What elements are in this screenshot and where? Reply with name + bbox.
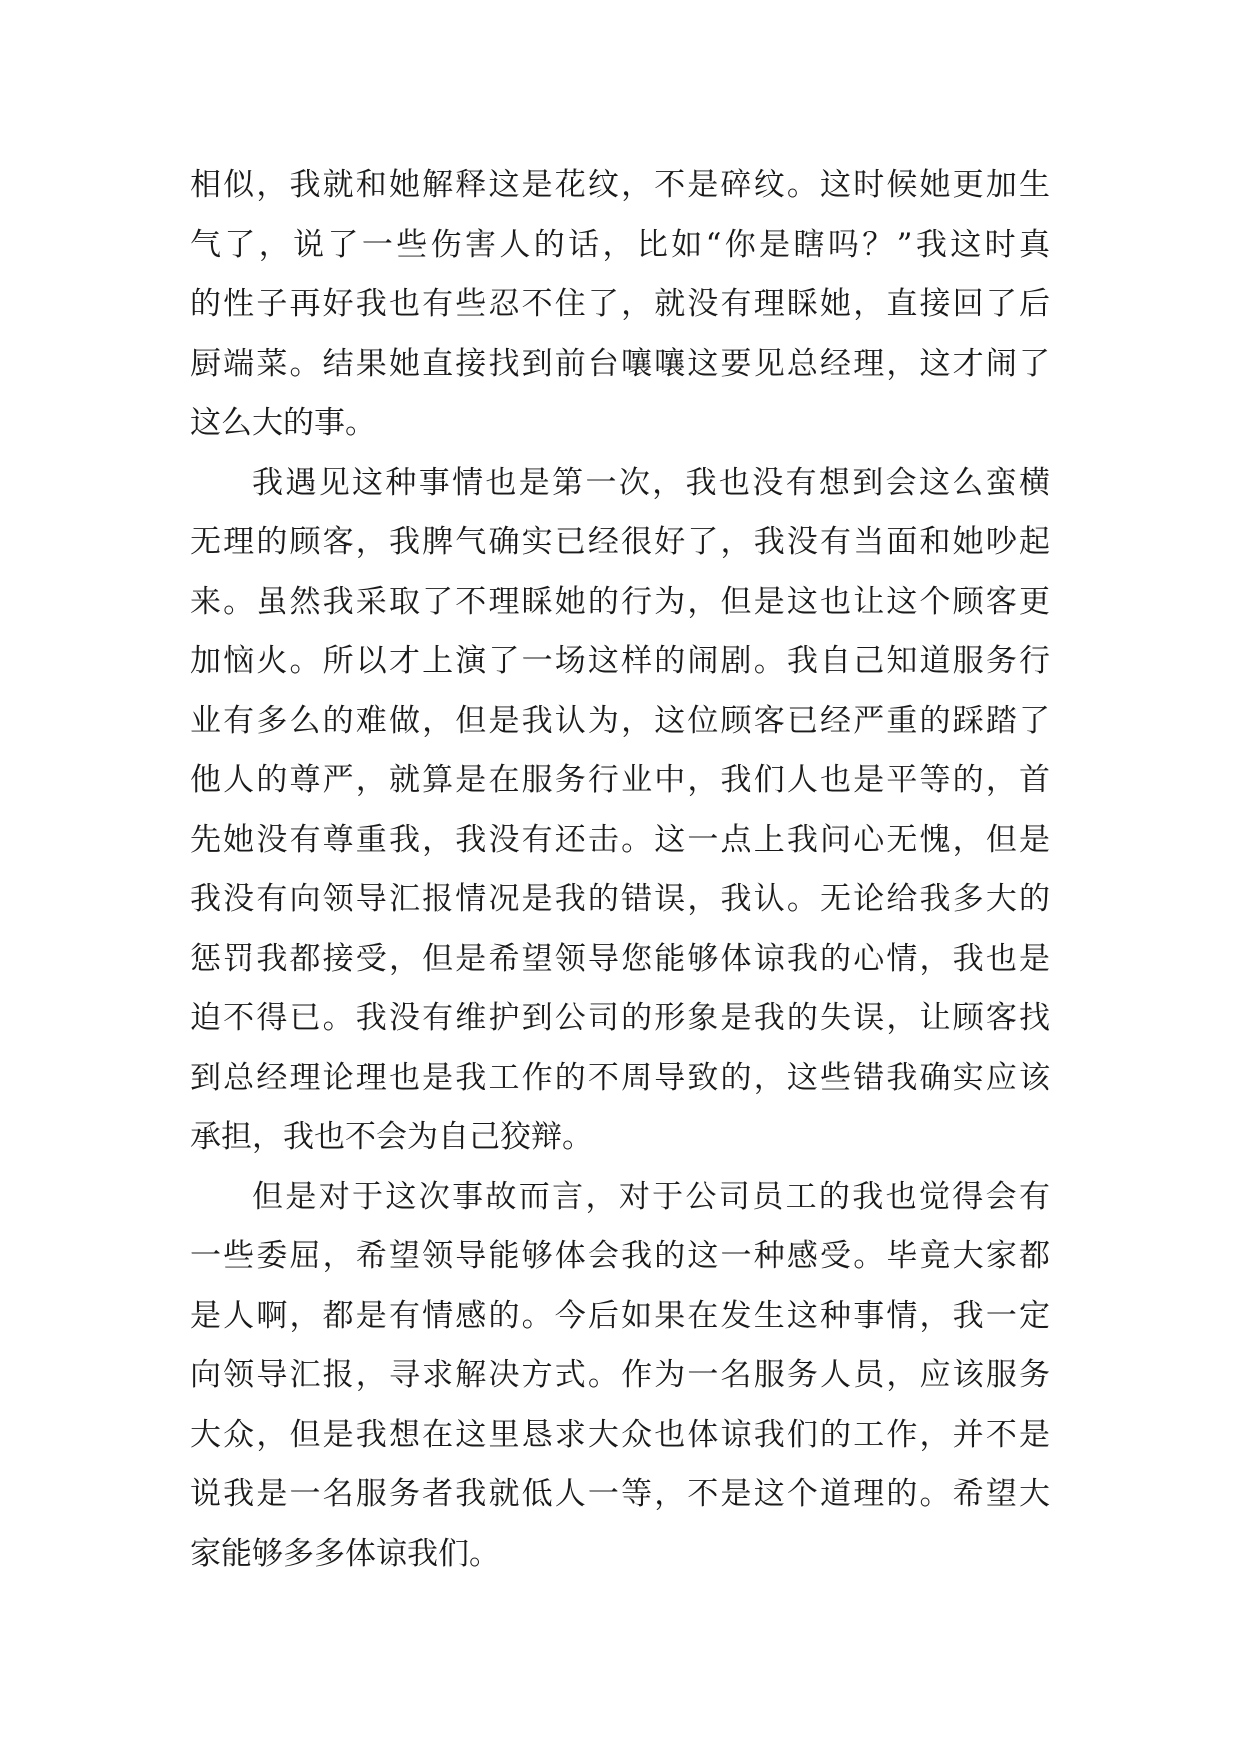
text-line: 先她没有尊重我，我没有还击。这一点上我问心无愧，但是: [190, 821, 1050, 858]
text-line: 气了，说了一些伤害人的话，比如“你是瞎吗？”我这时真: [190, 226, 1050, 263]
text-line: 来。虽然我采取了不理睬她的行为，但是这也让这个顾客更: [190, 583, 1050, 620]
text-line: 相似，我就和她解释这是花纹，不是碎纹。这时候她更加生: [190, 167, 1050, 203]
text-line: 家能够多多体谅我们。: [190, 1535, 500, 1572]
text-line: 到总经理论理也是我工作的不周导致的，这些错我确实应该: [190, 1059, 1050, 1096]
text-line: 承担，我也不会为自己狡辩。: [190, 1119, 593, 1155]
text-line: 迫不得已。我没有维护到公司的形象是我的失误，让顾客找: [190, 1000, 1050, 1036]
text-line: 厨端菜。结果她直接找到前台嚷嚷这要见总经理，这才闹了: [190, 345, 1050, 382]
text-line: 是人啊，都是有情感的。今后如果在发生这种事情，我一定: [190, 1297, 1050, 1334]
text-line: 业有多么的难做，但是我认为，这位顾客已经严重的踩踏了: [190, 702, 1050, 739]
text-line: 一些委屈，希望领导能够体会我的这一种感受。毕竟大家都: [190, 1238, 1050, 1274]
paragraph-first-line: 我遇见这种事情也是第一次，我也没有想到会这么蛮横: [252, 464, 1050, 501]
text-line: 我没有向领导汇报情况是我的错误，我认。无论给我多大的: [190, 881, 1050, 917]
text-line: 惩罚我都接受，但是希望领导您能够体谅我的心情，我也是: [190, 940, 1050, 977]
text-line: 说我是一名服务者我就低人一等，不是这个道理的。希望大: [190, 1476, 1050, 1512]
text-line: 向领导汇报，寻求解决方式。作为一名服务人员，应该服务: [190, 1357, 1050, 1393]
text-line: 这么大的事。: [190, 405, 376, 441]
text-line: 无理的顾客，我脾气确实已经很好了，我没有当面和她吵起: [190, 524, 1050, 560]
document-body: [190, 156, 1050, 1584]
text-line: 加恼火。所以才上演了一场这样的闹剧。我自己知道服务行: [190, 643, 1050, 679]
paragraph-first-line: 但是对于这次事故而言，对于公司员工的我也觉得会有: [252, 1178, 1050, 1215]
text-line: 他人的尊严，就算是在服务行业中，我们人也是平等的，首: [190, 762, 1050, 798]
text-line: 的性子再好我也有些忍不住了，就没有理睬她，直接回了后: [190, 286, 1050, 322]
text-line: 大众，但是我想在这里恳求大众也体谅我们的工作，并不是: [190, 1416, 1050, 1453]
